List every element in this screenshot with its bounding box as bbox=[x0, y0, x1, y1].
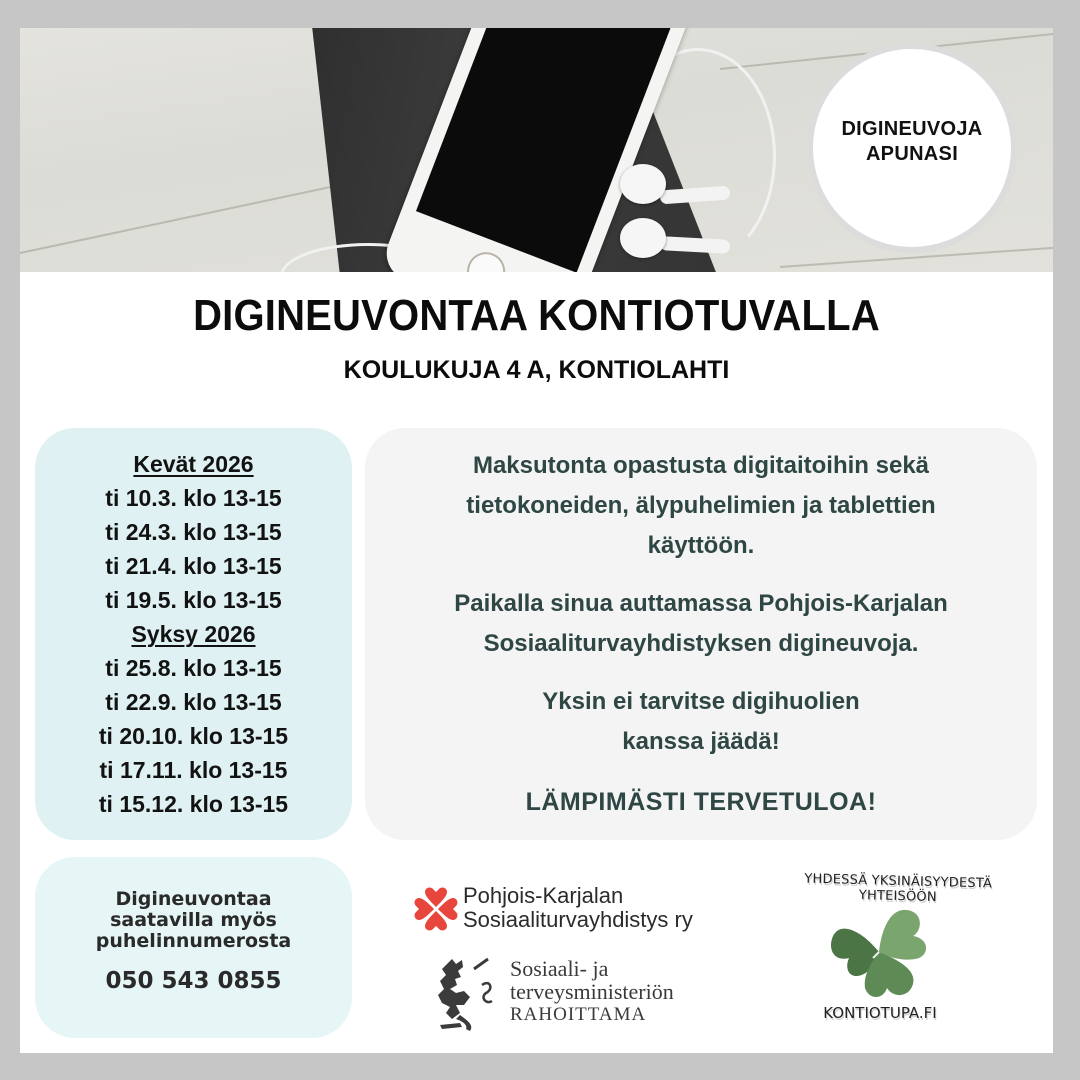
schedule-date: ti 25.8. klo 13-15 bbox=[105, 655, 282, 681]
schedule-date: ti 10.3. klo 13-15 bbox=[105, 485, 282, 511]
badge-line-1: DIGINEUVOJA bbox=[841, 118, 983, 140]
green-shamrock-icon bbox=[823, 902, 935, 1002]
stm-funding-logo bbox=[430, 953, 750, 1038]
badge-line-2: APUNASI bbox=[865, 143, 959, 165]
description-paragraph-2: Paikalla sinua auttamassa Pohjois-Karjalan Sosiaaliturvayhdistyksen digineuvoja. bbox=[454, 590, 948, 657]
earbud-icon bbox=[620, 164, 666, 204]
poster-card bbox=[20, 28, 1053, 1053]
page-title: DIGINEUVONTAA KONTIOTUVALLA bbox=[193, 292, 880, 340]
phone-info-text bbox=[35, 889, 352, 952]
kontiotupa-website[interactable]: KONTIOTUPA.FI bbox=[823, 1004, 937, 1022]
stm-line-1: Sosiaali- ja bbox=[510, 956, 609, 981]
kontiotupa-logo bbox=[755, 871, 1030, 1034]
address: KOULUKUJA 4 A, KONTIOLAHTI bbox=[343, 356, 730, 384]
schedule-date: ti 17.11. klo 13-15 bbox=[99, 757, 288, 783]
phone-info-box bbox=[35, 857, 352, 1038]
phone-info-line-2: saatavilla myös bbox=[110, 909, 277, 931]
psy-name-line-2: Sosiaaliturvayhdistys ry bbox=[463, 907, 693, 932]
paragraph-3-line-1: Yksin ei tarvitse digihuolien bbox=[542, 688, 860, 715]
phone-number[interactable]: 050 543 0855 bbox=[105, 968, 282, 994]
schedule-box bbox=[35, 428, 352, 840]
stm-line-3: RAHOITTAMA bbox=[510, 1004, 647, 1025]
psy-name-line-1: Pohjois-Karjalan bbox=[463, 883, 624, 908]
schedule-date: ti 21.4. klo 13-15 bbox=[105, 553, 282, 579]
schedule-date: ti 22.9. klo 13-15 bbox=[105, 689, 282, 715]
description-paragraph-1: Maksutonta opastusta digitaitoihin sekä tietokoneiden, älypuhelimien ja tablettien käyttöön. bbox=[466, 452, 936, 559]
phone-info-line-3: puhelinnumerosta bbox=[95, 930, 292, 952]
phone-info-line-1: Digineuvontaa bbox=[115, 888, 272, 910]
description-paragraph-3 bbox=[365, 682, 1037, 762]
digineuvoja-badge bbox=[807, 43, 1017, 253]
description-box bbox=[365, 428, 1037, 840]
phone-home-button bbox=[462, 247, 511, 272]
schedule-date: ti 24.3. klo 13-15 bbox=[105, 519, 282, 545]
schedule-date: ti 20.10. klo 13-15 bbox=[98, 723, 289, 749]
hero-photo bbox=[20, 28, 1053, 272]
kontiotupa-slogan: YHDESSÄ YKSINÄISYYDESTÄ YHTEISÖÖN bbox=[804, 871, 993, 906]
pohjois-karjalan-sosiaaliturvayhdistys-logo bbox=[413, 878, 743, 938]
stm-line-2: terveysministeriön bbox=[510, 979, 674, 1004]
season-heading-spring: Kevät 2026 bbox=[133, 451, 254, 477]
wood-plank-line bbox=[20, 183, 343, 254]
schedule-date: ti 19.5. klo 13-15 bbox=[105, 587, 282, 613]
earbud-icon bbox=[620, 218, 666, 258]
psy-name bbox=[463, 884, 693, 932]
season-heading-autumn: Syksy 2026 bbox=[131, 621, 256, 647]
stm-text bbox=[510, 957, 674, 1026]
paragraph-3-line-2: kanssa jäädä! bbox=[622, 728, 780, 755]
finnish-lion-emblem-icon bbox=[430, 955, 500, 1033]
red-heart-clover-icon bbox=[413, 886, 459, 932]
schedule-date: ti 15.12. klo 13-15 bbox=[98, 791, 289, 817]
welcome-text: LÄMPIMÄSTI TERVETULOA! bbox=[525, 788, 877, 816]
